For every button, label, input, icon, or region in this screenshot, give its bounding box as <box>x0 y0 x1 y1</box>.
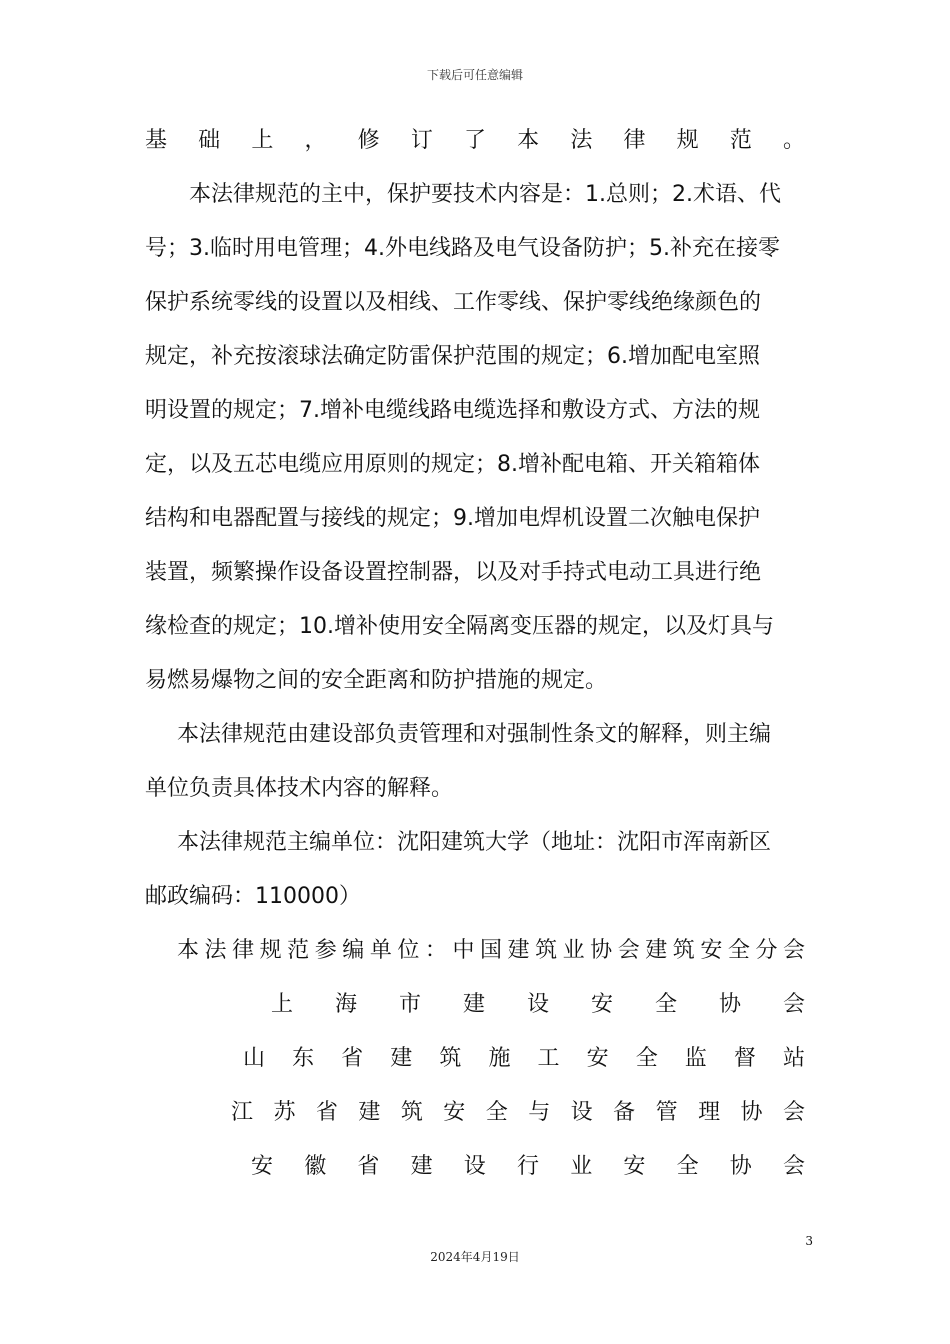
text-line: 单位负责具体技术内容的解释。 <box>145 776 454 801</box>
text-line: 结构和电器配置与接线的规定；9.增加电焊机设置二次触电保护 <box>145 506 760 531</box>
org-line: 江苏省建筑安全与设备管理协会 <box>231 1100 805 1125</box>
text-line: 明设置的规定；7.增补电缆线路电缆选择和敷设方式、方法的规 <box>145 398 760 423</box>
text-line: 号；3.临时用电管理；4.外电线路及电气设备防护；5.补充在接零 <box>145 236 780 261</box>
text-line: 易燃易爆物之间的安全距离和防护措施的规定。 <box>145 668 608 693</box>
text-line: 缘检查的规定；10.增补使用安全隔离变压器的规定，以及灯具与 <box>145 614 774 639</box>
text-line: 装置，频繁操作设备设置控制器，以及对手持式电动工具进行绝 <box>145 560 762 585</box>
text-line: 基础上，修订了本法律规范。 <box>145 128 805 153</box>
text-line: 本法律规范由建设部负责管理和对强制性条文的解释，则主编 <box>177 722 772 747</box>
page-footer-date: 2024年4月19日 <box>430 1250 520 1264</box>
text-line: 规定，补充按滚球法确定防雷保护范围的规定；6.增加配电室照 <box>145 344 760 369</box>
org-line: 山东省建筑施工安全监督站 <box>243 1046 805 1071</box>
text-line: 本法律规范主编单位：沈阳建筑大学（地址：沈阳市浑南新区 <box>177 830 772 855</box>
text-line: 保护系统零线的设置以及相线、工作零线、保护零线绝缘颜色的 <box>145 290 762 315</box>
org-line: 上海市建设安全协会 <box>271 992 805 1017</box>
text-line: 邮政编码：110000） <box>145 884 361 909</box>
page-header: 下载后可任意编辑 <box>426 68 523 82</box>
text-line: 定，以及五芯电缆应用原则的规定；8.增补配电箱、开关箱箱体 <box>145 452 760 477</box>
document-body <box>145 114 805 1194</box>
text-line: 本法律规范参编单位：中国建筑业协会建筑安全分会 <box>177 938 805 963</box>
text-line: 本法律规范的主中，保护要技术内容是：1.总则；2.术语、代 <box>189 182 781 207</box>
page-number: 3 <box>805 1234 813 1248</box>
org-line: 安徽省建设行业安全协会 <box>251 1154 805 1179</box>
